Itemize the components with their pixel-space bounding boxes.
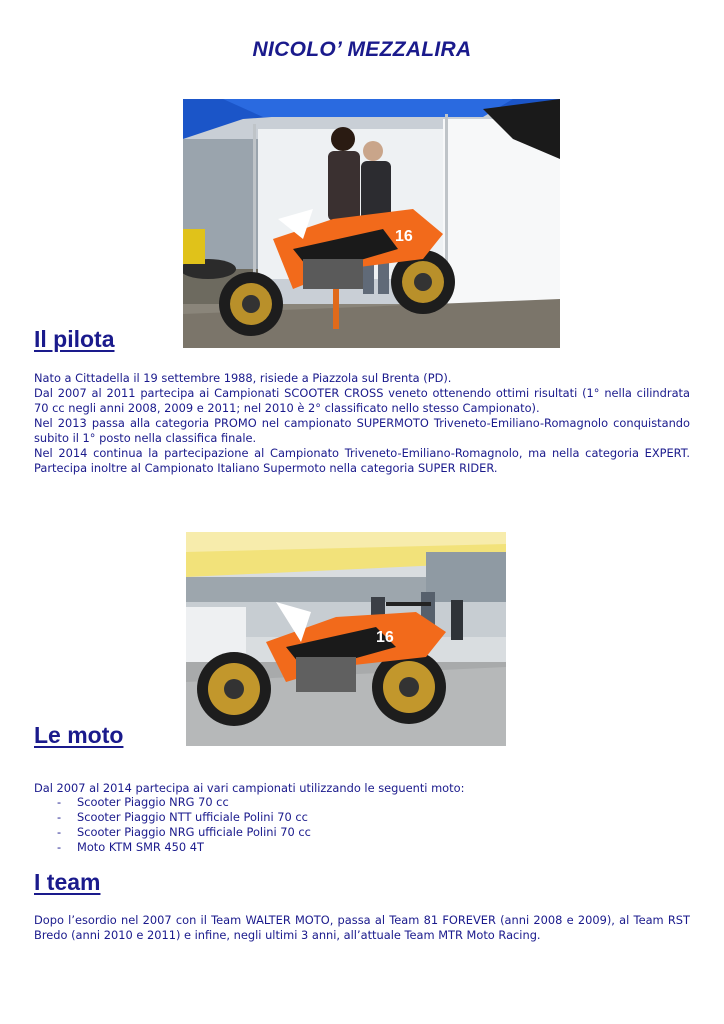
bike-number-1: 16: [395, 228, 413, 245]
moto-intro: Dal 2007 al 2014 partecipa ai vari campionati utilizzando le seguenti moto:: [34, 781, 465, 795]
pilota-paragraph: Nel 2014 continua la partecipazione al Campionato Triveneto-Emiliano-Romagnolo, ma nella categoria EXPERT. Partecipa inoltre al Campionato Italiano Supermoto nella categoria SUPER RIDER.: [34, 446, 690, 475]
bullet-dash: -: [57, 825, 62, 839]
page-title: NICOLO’ MEZZALIRA: [252, 38, 472, 61]
pilot-photo: [183, 99, 560, 348]
heading-team: I team: [34, 869, 101, 895]
pilota-text: [34, 371, 690, 476]
heading-pilota: Il pilota: [34, 326, 115, 352]
list-item: [57, 795, 311, 810]
bullet-dash: -: [57, 840, 62, 854]
list-item: [57, 825, 311, 840]
moto-item-label: Scooter Piaggio NTT ufficiale Polini 70 cc: [77, 810, 308, 824]
team-text: Dopo l’esordio nel 2007 con il Team WALTER MOTO, passa al Team 81 FOREVER (anni 2008 e 2009), al Team RST Bredo (anni 2010 e 2011) e infine, negli ultimi 3 anni, all’attuale Team MTR Moto Racing.: [34, 913, 690, 942]
bike-number-2: 16: [376, 629, 394, 646]
bullet-dash: -: [57, 810, 62, 824]
pilota-paragraph: Nato a Cittadella il 19 settembre 1988, risiede a Piazzola sul Brenta (PD).: [34, 371, 452, 385]
bullet-dash: -: [57, 795, 62, 809]
moto-list: [57, 795, 311, 855]
moto-item-label: Moto KTM SMR 450 4T: [77, 840, 205, 854]
pilota-paragraph: Nel 2013 passa alla categoria PROMO nel campionato SUPERMOTO Triveneto-Emiliano-Romagnolo conquistando subito il 1° posto nella classifica finale.: [34, 416, 690, 445]
pilota-paragraph: Dal 2007 al 2011 partecipa ai Campionati SCOOTER CROSS veneto ottenendo ottimi risultati (1° nella cilindrata 70 cc negli anni 2008, 2009 e 2011; nel 2010 è 2° classificato nello stesso Campionato).: [34, 386, 690, 415]
moto-item-label: Scooter Piaggio NRG ufficiale Polini 70 cc: [77, 825, 311, 839]
list-item: [57, 840, 311, 855]
list-item: [57, 810, 311, 825]
bike-photo: [186, 532, 506, 746]
heading-moto: Le moto: [34, 722, 124, 748]
moto-item-label: Scooter Piaggio NRG 70 cc: [77, 795, 229, 809]
